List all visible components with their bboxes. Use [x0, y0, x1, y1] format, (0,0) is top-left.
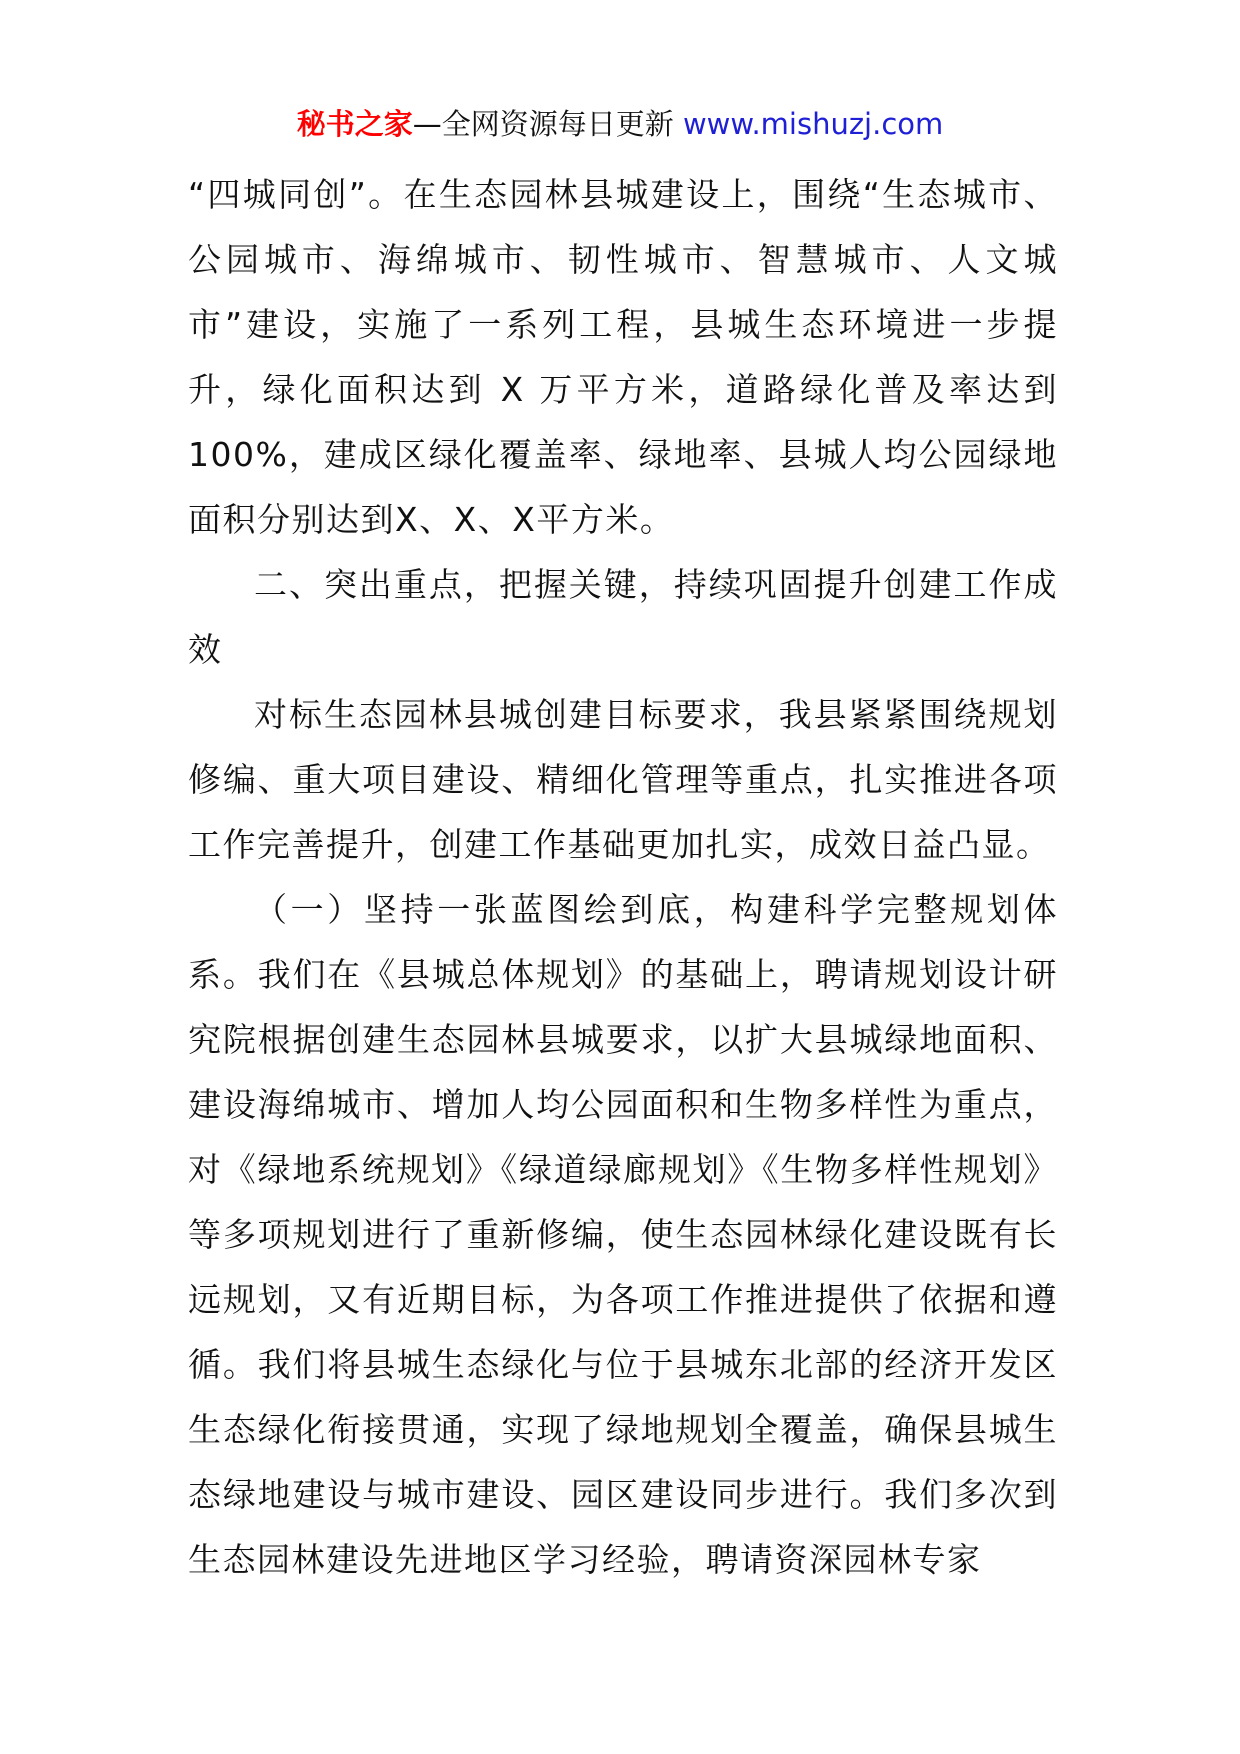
section-heading-2: 二、突出重点，把握关键，持续巩固提升创建工作成效: [188, 565, 1058, 669]
paragraph-section-intro: 对标生态园林县城创建目标要求，我县紧紧围绕规划修编、重大项目建设、精细化管理等重点，扎实推进各项工作完善提升，创建工作基础更加扎实，成效日益凸显。: [188, 695, 1058, 864]
paragraph-continued-intro: “四城同创”。在生态园林县城建设上，围绕“生态城市、公园城市、海绵城市、韧性城市、智慧城市、人文城市”建设，实施了一系列工程，县城生态环境进一步提升，绿化面积达到 X 万平方米，道路绿化普及率达到100%，建成区绿化覆盖率、绿地率、县城人均公园绿地面积分别达到X、X、X平方米。: [188, 175, 1058, 539]
header-brand: 秘书之家: [296, 107, 413, 141]
paragraph-subsection-1: （一）坚持一张蓝图绘到底，构建科学完整规划体系。我们在《县城总体规划》的基础上，聘请规划设计研究院根据创建生态园林县城要求，以扩大县城绿地面积、建设海绵城市、增加人均公园面积和生物多样性为重点，对《绿地系统规划》《绿道绿廊规划》《生物多样性规划》等多项规划进行了重新修编，使生态园林绿化建设既有长远规划，又有近期目标，为各项工作推进提供了依据和遵循。我们将县城生态绿化与位于县城东北部的经济开发区生态绿化衔接贯通，实现了绿地规划全覆盖，确保县城生态绿地建设与城市建设、园区建设同步进行。我们多次到生态园林建设先进地区学习经验，聘请资深园林专家: [188, 890, 1058, 1579]
page-header: [0, 102, 1240, 146]
document-body: [188, 162, 1058, 1592]
header-site-link[interactable]: www.mishuzj.com: [682, 107, 944, 141]
header-tagline: —全网资源每日更新: [412, 107, 683, 141]
